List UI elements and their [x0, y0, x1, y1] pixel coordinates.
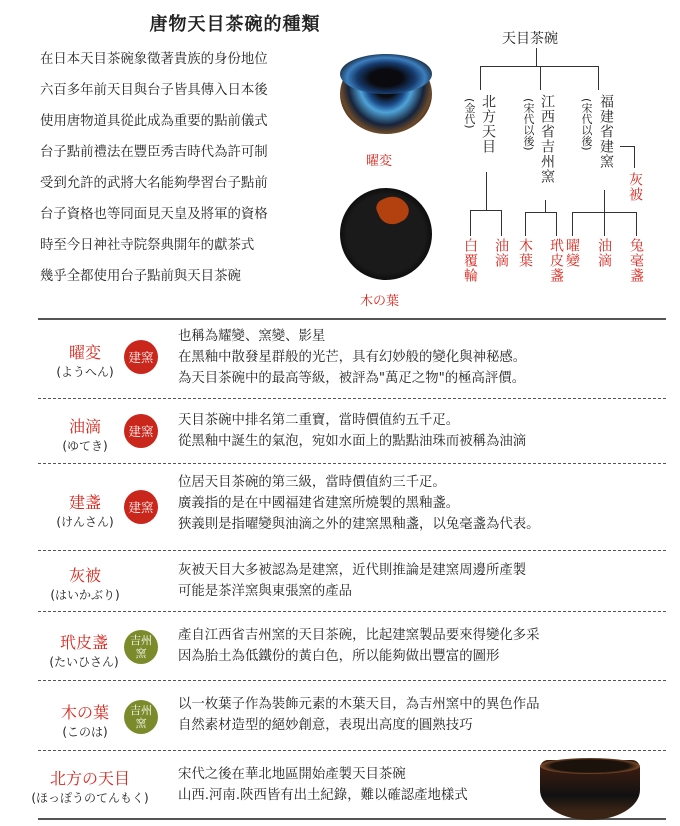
- side-node: 灰被: [627, 172, 643, 202]
- entry-line: 在黑釉中散發星群般的光芒，具有幻妙般的變化與神秘感。: [178, 350, 527, 365]
- tree-line: [634, 146, 635, 168]
- entry-line: 因為胎土為低鐵份的黃白色，所以能夠做出豐富的圖形: [178, 649, 500, 664]
- tree-line: [636, 212, 637, 236]
- kiln-badge: 建窯: [124, 490, 158, 524]
- intro-line: 受到允許的武將大名能夠學習台子點前: [40, 176, 268, 191]
- tree-line: [470, 210, 502, 211]
- entry-description: [178, 472, 540, 535]
- page-title: 唐物天目茶碗的種類: [149, 14, 321, 35]
- intro-text: [40, 44, 340, 292]
- entry-name: 油滴: [68, 417, 101, 436]
- entry-line: 以一枚葉子作為裝飾元素的木葉天目，為吉州窯中的異色作品: [178, 697, 540, 712]
- intro-line: 六百多年前天目與台子皆具傳入日本後: [40, 83, 268, 98]
- entry-description: [178, 326, 526, 389]
- entry-line: 天目茶碗中排名第二重寶，當時價值約五千疋。: [178, 413, 460, 428]
- entry-reading: (たいひさん): [49, 655, 119, 669]
- branch-name: 福建省建窯: [598, 94, 614, 169]
- divider: [38, 750, 666, 751]
- leaf-node: 玳皮盞: [548, 238, 564, 283]
- kiln-badge: 吉州 窯: [124, 700, 158, 734]
- tree-line: [525, 212, 526, 236]
- entry-reading: (このは): [62, 725, 108, 739]
- tree-line: [470, 210, 471, 236]
- tree-line: [540, 66, 541, 90]
- entry-reading: (ようへん): [56, 365, 114, 379]
- branch-note: (宋代以後): [522, 98, 535, 151]
- entry-reading: (ゆてき): [62, 439, 108, 453]
- divider: [38, 463, 666, 464]
- tree-line: [604, 190, 605, 212]
- entry-reading: (けんさん): [56, 515, 114, 529]
- northern-bowl-rim: [540, 758, 640, 774]
- tree-line: [536, 48, 537, 66]
- leaf-node: 白覆輪: [462, 238, 478, 283]
- entry-name-block: [40, 490, 130, 530]
- entry-name-block: [30, 766, 150, 806]
- tree-line: [620, 146, 634, 147]
- entry-description: [178, 625, 540, 667]
- kiln-badge: 吉州 窯: [124, 630, 158, 664]
- entry-line: 也稱為耀變、窯變、影星: [178, 329, 326, 344]
- intro-line: 在日本天目茶碗象徵著貴族的身份地位: [40, 52, 268, 67]
- intro-line: 幾乎全都使用台子點前與天目茶碗: [40, 269, 241, 284]
- entry-name-block: [40, 563, 130, 603]
- leaf-node: 木葉: [517, 238, 533, 268]
- tree-line: [525, 212, 557, 213]
- entry-line: 山西.河南.陝西皆有出土紀錄，難以確認產地樣式: [178, 788, 468, 803]
- tree-line: [545, 200, 546, 212]
- divider: [38, 611, 666, 612]
- entry-description: [178, 694, 540, 736]
- branch-note: (宋代以後): [580, 98, 593, 151]
- entry-name: 建盞: [68, 493, 101, 512]
- entry-reading: (はいかぶり): [50, 588, 120, 602]
- branch-name: 北方天目: [480, 94, 496, 154]
- entry-name: 曜変: [68, 343, 101, 362]
- divider: [38, 550, 666, 551]
- yohen-bowl-glaze: [340, 54, 432, 94]
- tree-line: [556, 212, 557, 236]
- tree-line: [598, 66, 599, 90]
- divider: [38, 398, 666, 399]
- entry-description: [178, 410, 526, 452]
- entry-line: 自然素材造型的絕妙創意，表現出高度的圓熟技巧: [178, 718, 473, 733]
- entry-line: 宋代之後在華北地區開始產製天目茶碗: [178, 767, 406, 782]
- tree-line: [501, 210, 502, 236]
- leaf-node: 油滴: [596, 238, 612, 268]
- entry-name: 灰被: [68, 566, 101, 585]
- entry-line: 可能是茶洋窯與東張窯的產品: [178, 584, 353, 599]
- kiln-badge: 建窯: [124, 414, 158, 448]
- entry-line: 灰被天目大多被認為是建窯，近代則推論是建窯周邊所產製: [178, 563, 527, 578]
- tree-root: 天目茶碗: [502, 31, 558, 47]
- tree-line: [480, 66, 481, 90]
- entry-description: [178, 560, 526, 602]
- entry-line: 為天目茶碗中的最高等級，被評為"萬疋之物"的極高評價。: [178, 371, 526, 386]
- leaf-node: 曜變: [564, 238, 580, 268]
- entry-line: 產自江西省吉州窯的天目茶碗，比起建窯製品要來得變化多采: [178, 628, 540, 643]
- tree-line: [604, 212, 605, 236]
- kiln-badge: 建窯: [124, 340, 158, 374]
- leaf-node: 兔毫盞: [628, 238, 644, 283]
- entry-line: 從黑釉中誕生的氣泡，宛如水面上的點點油珠而被稱為油滴: [178, 434, 527, 449]
- konoha-caption: 木の葉: [360, 294, 400, 309]
- tree-line: [486, 172, 487, 210]
- entry-line: 位居天目茶碗的第三級，當時價值約三千疋。: [178, 475, 446, 490]
- divider: [38, 680, 666, 681]
- tree-line: [480, 66, 598, 67]
- entry-line: 狹義則是指曜變與油滴之外的建窯黑釉盞，以兔毫盞為代表。: [178, 517, 540, 532]
- entry-description: [178, 764, 468, 806]
- entry-name: 玳皮盞: [59, 633, 108, 652]
- branch-name: 江西省吉州窯: [539, 94, 555, 184]
- tree-line: [572, 212, 573, 236]
- entry-name: 木の葉: [60, 703, 109, 722]
- intro-line: 台子資格也等同面見天皇及將軍的資格: [40, 207, 268, 222]
- entry-name-block: [40, 414, 130, 454]
- entry-name: 北方の天目: [49, 769, 130, 788]
- entry-name-block: [40, 700, 130, 740]
- intro-line: 時至今日神社寺院祭典開年的獻茶式: [40, 238, 255, 253]
- yohen-caption: 曜変: [366, 154, 393, 169]
- divider: [38, 818, 666, 820]
- entry-reading: (ほっぽうのてんもく): [31, 791, 149, 805]
- leaf-node: 油滴: [493, 238, 509, 268]
- entry-line: 廣義指的是在中國福建省建窯所燒製的黑釉盞。: [178, 496, 460, 511]
- intro-line: 台子點前禮法在豐臣秀吉時代為許可制: [40, 145, 268, 160]
- entry-name-block: [40, 340, 130, 380]
- entry-name-block: [34, 630, 134, 670]
- intro-line: 使用唐物道具從此成為重要的點前儀式: [40, 114, 268, 129]
- branch-note: (金代): [463, 98, 476, 129]
- divider: [38, 318, 666, 320]
